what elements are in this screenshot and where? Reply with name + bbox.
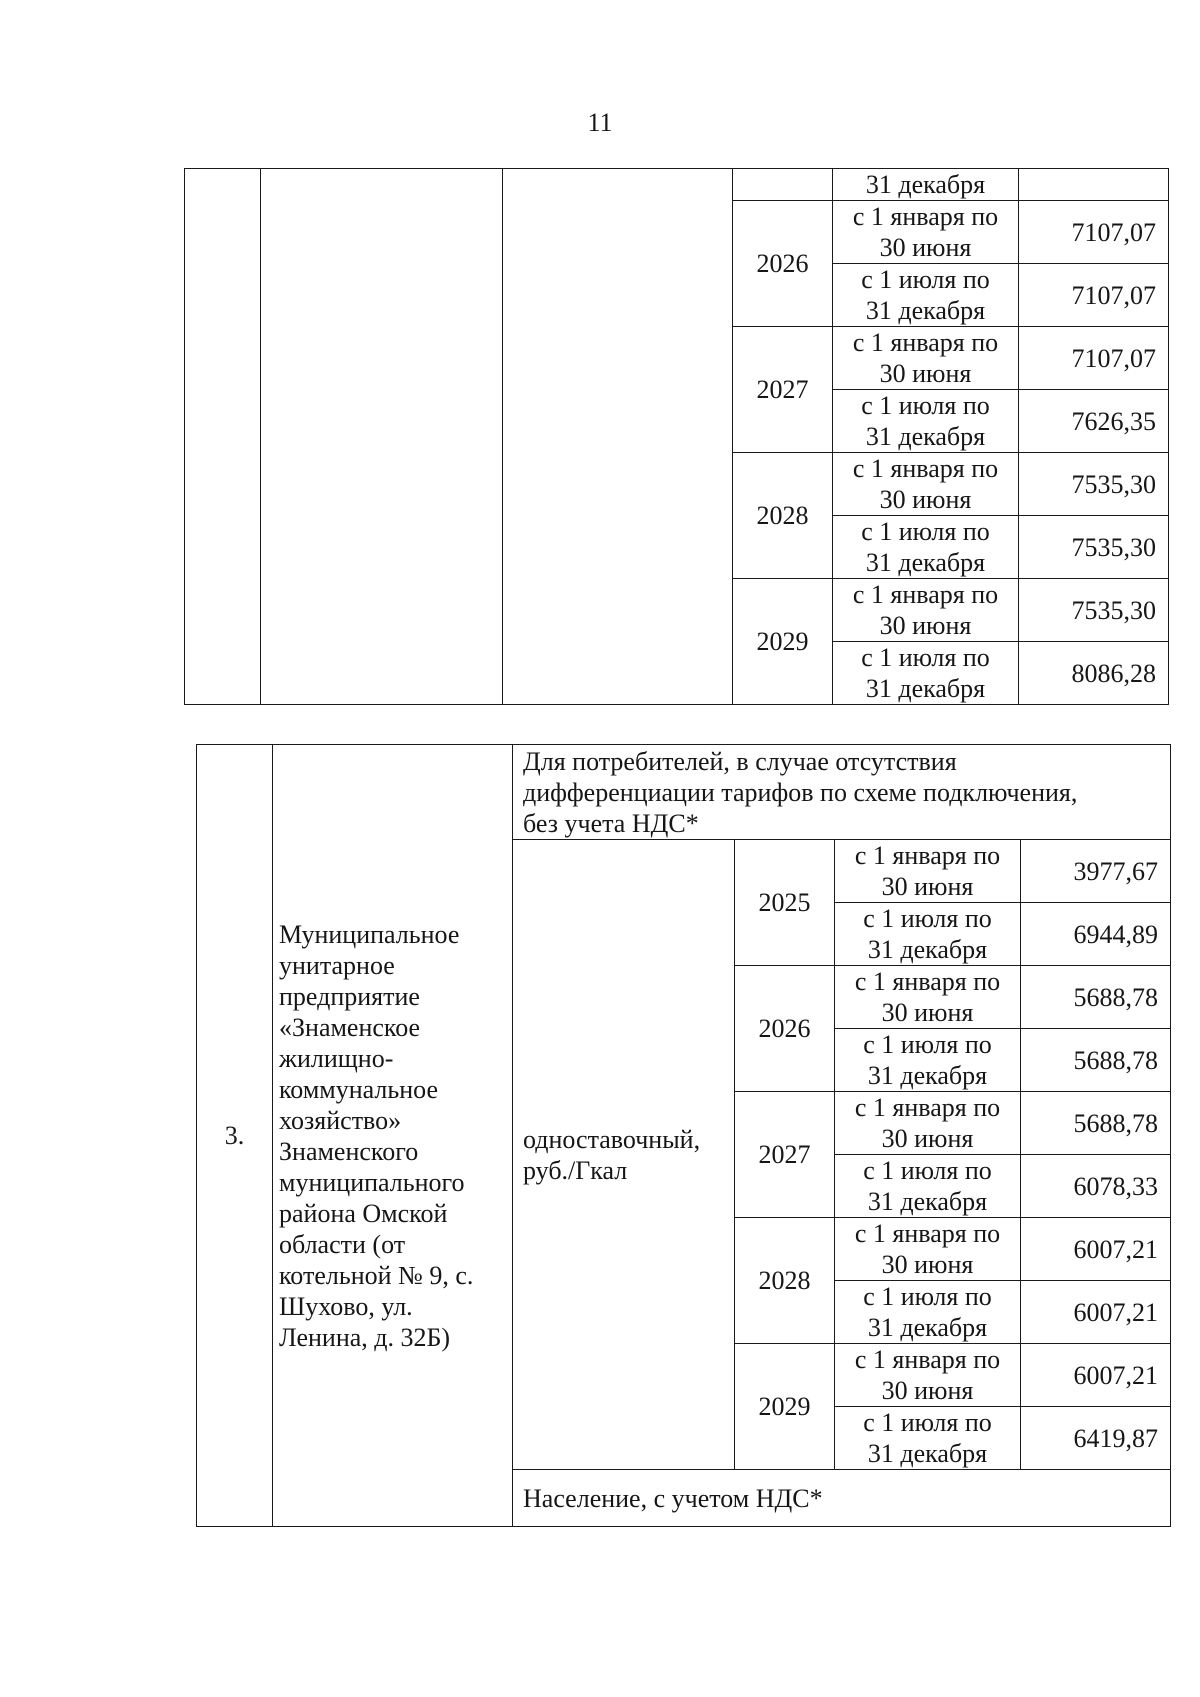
year-cell: 2029: [735, 1344, 835, 1470]
page-number: 11: [587, 108, 613, 137]
organization-line: котельной № 9, с.: [279, 1260, 474, 1290]
tariff-value: 6007,21: [1021, 1218, 1171, 1281]
period-cell: [835, 903, 1021, 966]
period-line: с 1 января по: [852, 580, 999, 609]
organization-line: Знаменского: [279, 1136, 419, 1166]
year-cell: 2029: [733, 579, 833, 705]
tariff-value: 7535,30: [1019, 579, 1169, 642]
year-cell: 2026: [733, 201, 833, 327]
year-cell: 2027: [733, 327, 833, 453]
year-cell: 2026: [735, 966, 835, 1092]
period-line: с 1 января по: [854, 967, 1001, 996]
period-line: с 1 января по: [854, 841, 1001, 870]
period-line: с 1 июля по: [861, 517, 990, 546]
period-cell: [833, 390, 1019, 453]
tariff-value: 5688,78: [1021, 1029, 1171, 1092]
tariff-type-cell-empty: [503, 169, 733, 705]
period-line: с 1 января по: [854, 1219, 1001, 1248]
table-row: [197, 745, 1171, 840]
tariff-value: 7107,07: [1019, 327, 1169, 390]
period-cell: [835, 1344, 1021, 1407]
consumer-note-line: без учета НДС*: [523, 808, 699, 838]
organization-line: хозяйство»: [279, 1105, 402, 1135]
period-line: 30 июня: [881, 1376, 974, 1405]
period-line: 30 июня: [881, 872, 974, 901]
organization-line: унитарное: [279, 950, 395, 980]
period-cell: [833, 264, 1019, 327]
period-line: 31 декабря: [867, 935, 988, 964]
consumer-note-line: Для потребителей, в случае отсутствия: [523, 746, 957, 776]
period-cell: [835, 1281, 1021, 1344]
period-line: 31 декабря: [865, 548, 986, 577]
number-cell-empty: [185, 169, 261, 705]
consumer-note: [513, 745, 1171, 840]
period-cell: [835, 1155, 1021, 1218]
period-line: 31 декабря: [865, 296, 986, 325]
period-cell: [835, 840, 1021, 903]
period-cell: [833, 642, 1019, 705]
period-cell: [835, 1218, 1021, 1281]
tariff-type-line: руб./Гкал: [523, 1155, 628, 1185]
period-cell: [833, 579, 1019, 642]
tariff-type-line: одноставочный,: [523, 1124, 701, 1154]
organization-line: предприятие: [279, 981, 420, 1011]
organization-line: Муниципальное: [279, 919, 460, 949]
tariff-value: 6007,21: [1021, 1281, 1171, 1344]
organization-cell-empty: [261, 169, 503, 705]
population-note: Население, с учетом НДС*: [513, 1470, 1171, 1527]
period-line: 30 июня: [879, 233, 972, 262]
period-line: с 1 января по: [854, 1093, 1001, 1122]
period-line: с 1 января по: [852, 202, 999, 231]
tariff-value: 5688,78: [1021, 966, 1171, 1029]
period-line: с 1 июля по: [863, 1030, 992, 1059]
table-row: [185, 169, 1169, 201]
period-cell: [835, 1029, 1021, 1092]
organization-line: Ленина, д. 32Б): [279, 1322, 451, 1352]
organization-line: муниципального: [279, 1167, 465, 1197]
tariff-value: 7626,35: [1019, 390, 1169, 453]
tariff-value: 7107,07: [1019, 201, 1169, 264]
tariff-value: 6078,33: [1021, 1155, 1171, 1218]
period-line: с 1 января по: [854, 1345, 1001, 1374]
period-cell: [833, 201, 1019, 264]
organization-line: области (от: [279, 1229, 406, 1259]
period-line: с 1 июля по: [863, 1408, 992, 1437]
period-line: с 1 июля по: [861, 643, 990, 672]
organization-name: [273, 745, 513, 1527]
period-line: с 1 июля по: [863, 1156, 992, 1185]
period-line: с 1 июля по: [861, 391, 990, 420]
period-line: 31 декабря: [865, 422, 986, 451]
tariff-table-entry-3: [196, 744, 1171, 1527]
period-line: 31 декабря: [867, 1313, 988, 1342]
year-cell-empty: [733, 169, 833, 201]
year-cell: 2027: [735, 1092, 835, 1218]
period-line: 31 декабря: [867, 1439, 988, 1468]
period-cell: [835, 1092, 1021, 1155]
period-line: 30 июня: [881, 1250, 974, 1279]
period-line: 31 декабря: [867, 1061, 988, 1090]
period-line: с 1 июля по: [863, 904, 992, 933]
period-line: с 1 июля по: [861, 265, 990, 294]
consumer-note-line: дифференциации тарифов по схеме подключения,: [523, 777, 1078, 807]
period-line: 30 июня: [879, 359, 972, 388]
tariff-value: 7535,30: [1019, 516, 1169, 579]
organization-line: района Омской: [279, 1198, 448, 1228]
year-cell: 2025: [735, 840, 835, 966]
organization-line: коммунальное: [279, 1074, 439, 1104]
tariff-value: 5688,78: [1021, 1092, 1171, 1155]
period-line: с 1 июля по: [863, 1282, 992, 1311]
tariff-table-continuation: [184, 168, 1169, 705]
year-cell: 2028: [733, 453, 833, 579]
period-line: 30 июня: [879, 485, 972, 514]
period-cell: [835, 1407, 1021, 1470]
period-line: 30 июня: [879, 611, 972, 640]
tariff-value: 7107,07: [1019, 264, 1169, 327]
period-cell: 31 декабря: [833, 169, 1019, 201]
entry-number: 3.: [197, 745, 273, 1527]
year-cell: 2028: [735, 1218, 835, 1344]
period-line: 30 июня: [881, 998, 974, 1027]
period-line: 30 июня: [881, 1124, 974, 1153]
tariff-value-empty: [1019, 169, 1169, 201]
period-line: с 1 января по: [852, 454, 999, 483]
period-cell: [833, 516, 1019, 579]
organization-line: Шухово, ул.: [279, 1291, 413, 1321]
period-line: 31 декабря: [867, 1187, 988, 1216]
tariff-value: 6944,89: [1021, 903, 1171, 966]
organization-line: жилищно-: [279, 1043, 394, 1073]
tariff-type: [513, 840, 735, 1470]
period-cell: [833, 453, 1019, 516]
tariff-value: 7535,30: [1019, 453, 1169, 516]
tariff-value: 3977,67: [1021, 840, 1171, 903]
period-cell: [835, 966, 1021, 1029]
organization-line: «Знаменское: [279, 1012, 421, 1042]
period-line: 31 декабря: [865, 674, 986, 703]
period-line: с 1 января по: [852, 328, 999, 357]
tariff-value: 6419,87: [1021, 1407, 1171, 1470]
tariff-value: 6007,21: [1021, 1344, 1171, 1407]
tariff-value: 8086,28: [1019, 642, 1169, 705]
period-cell: [833, 327, 1019, 390]
